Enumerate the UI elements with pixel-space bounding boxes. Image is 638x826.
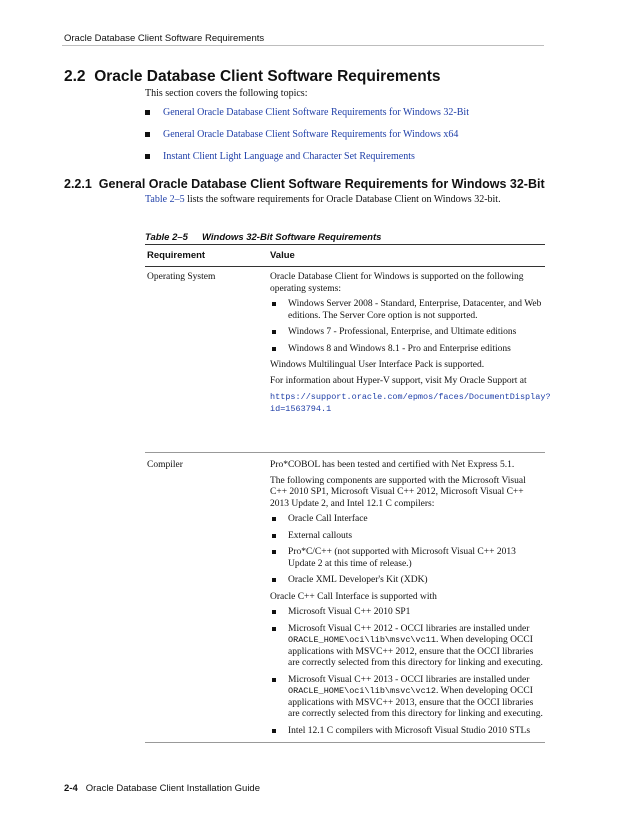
topic-item — [145, 128, 469, 150]
bullet-icon — [272, 729, 276, 733]
support-url-line1[interactable]: https://support.oracle.com/epmos/faces/DocumentDisplay? — [270, 392, 551, 402]
bullet-icon — [272, 347, 276, 351]
occi-intro: Oracle C++ Call Interface is supported with — [270, 591, 437, 602]
bullet-icon — [272, 330, 276, 334]
header-rule — [62, 45, 544, 46]
page-footer — [64, 783, 260, 794]
mui-note: Windows Multilingual User Interface Pack is supported. — [270, 360, 485, 370]
requirements-table — [145, 244, 551, 743]
row-value — [270, 272, 551, 415]
component-list — [270, 514, 545, 587]
code-path: ORACLE_HOME\oci\lib\msvc\vc12 — [288, 686, 436, 696]
table-header — [145, 244, 545, 267]
bullet-icon — [272, 550, 276, 554]
list-item-text: External callouts — [288, 530, 353, 541]
header-requirement: Requirement — [147, 250, 206, 261]
list-item — [270, 344, 545, 356]
book-title: Oracle Database Client Installation Guide — [85, 783, 260, 794]
list-item — [270, 547, 545, 570]
support-url-line2[interactable]: id=1563794.1 — [270, 404, 332, 414]
list-item-text: Windows Server 2008 - Standard, Enterprise, Datacenter, and Web editions. The Server Core option is not supported. — [288, 299, 542, 321]
topic-link-win32[interactable]: General Oracle Database Client Software Requirements for Windows 32-Bit — [163, 107, 469, 118]
list-item-text: Microsoft Visual C++ 2013 - OCCI libraries are installed under — [288, 674, 530, 685]
cobol-note: Pro*COBOL has been tested and certified with Net Express 5.1. — [270, 460, 515, 470]
list-item-text: Microsoft Visual C++ 2012 - OCCI libraries are installed under — [288, 623, 530, 634]
list-item — [270, 726, 545, 738]
table-caption-number: Table 2–5 — [145, 232, 188, 243]
page-number: 2-4 — [64, 783, 78, 794]
topic-item — [145, 150, 469, 172]
row-value — [270, 460, 545, 737]
list-item-text: . When developing OCCI applications with MSVC++ 2013, ensure that the OCCI libraries are correctly selected from this directory for linking and executing. — [288, 686, 543, 719]
subsection-heading — [64, 177, 545, 191]
section-title: Oracle Database Client Software Requirements — [94, 68, 441, 85]
list-item — [270, 327, 545, 339]
section-intro: This section covers the following topics: — [145, 88, 308, 99]
topic-link-winx64[interactable]: General Oracle Database Client Software Requirements for Windows x64 — [163, 129, 459, 140]
list-item — [270, 607, 545, 619]
table-row — [145, 272, 551, 453]
list-item-text: Oracle XML Developer's Kit (XDK) — [288, 575, 428, 585]
list-item-text: . When developing OCCI applications with MSVC++ 2012, ensure that the OCCI libraries are correctly selected from this directory for linking and executing. — [288, 635, 543, 668]
bullet-icon — [272, 517, 276, 521]
topic-link-instant-client[interactable]: Instant Client Light Language and Character Set Requirements — [163, 151, 415, 162]
list-item — [270, 575, 545, 587]
list-item — [270, 299, 545, 322]
bullet-icon — [272, 534, 276, 538]
table-reference-link[interactable]: Table 2–5 — [145, 194, 185, 205]
section-heading — [64, 68, 440, 86]
list-item — [270, 675, 545, 721]
bullet-icon — [272, 302, 276, 306]
list-item — [270, 624, 545, 670]
hyperv-note: For information about Hyper-V support, visit My Oracle Support at — [270, 375, 527, 386]
list-item-text: Microsoft Visual C++ 2010 SP1 — [288, 607, 411, 617]
bullet-icon — [145, 110, 150, 115]
subsection-number: 2.2.1 — [64, 177, 92, 191]
subsection-title: General Oracle Database Client Software Requirements for Windows 32-Bit — [98, 177, 545, 191]
bullet-icon — [145, 154, 150, 159]
section-number: 2.2 — [64, 68, 86, 85]
occi-list — [270, 607, 545, 737]
os-list — [270, 299, 545, 355]
bullet-icon — [145, 132, 150, 137]
code-path: ORACLE_HOME\oci\lib\msvc\vc11 — [288, 635, 436, 645]
os-intro: Oracle Database Client for Windows is supported on the following operating systems: — [270, 272, 524, 294]
header-value: Value — [270, 250, 295, 261]
subsection-body-text: lists the software requirements for Oracle Database Client on Windows 32-bit. — [184, 194, 501, 205]
row-requirement: Operating System — [147, 272, 216, 282]
table-caption — [145, 232, 381, 243]
list-item-text: Oracle Call Interface — [288, 514, 368, 524]
topic-item — [145, 106, 469, 128]
list-item-text: Intel 12.1 C compilers with Microsoft Visual Studio 2010 STLs — [288, 725, 531, 736]
list-item-text: Pro*C/C++ (not supported with Microsoft Visual C++ 2013 Update 2 at this time of release.) — [288, 547, 516, 569]
compiler-intro: The following components are supported with the Microsoft Visual C++ 2010 SP1, Microsoft Visual C++ 2012, Microsoft Visual C++ 2013 Update 2, and Intel 12.1 C compilers: — [270, 475, 526, 509]
list-item-text: Windows 7 - Professional, Enterprise, and Ultimate editions — [288, 327, 517, 337]
bullet-icon — [272, 578, 276, 582]
list-item — [270, 531, 545, 543]
list-item — [270, 514, 545, 526]
table-row — [145, 453, 545, 743]
bullet-icon — [272, 610, 276, 614]
subsection-body — [145, 193, 535, 206]
bullet-icon — [272, 627, 276, 631]
support-url[interactable] — [270, 391, 551, 415]
bullet-icon — [272, 678, 276, 682]
table-caption-title: Windows 32-Bit Software Requirements — [202, 232, 382, 243]
list-item-text: Windows 8 and Windows 8.1 - Pro and Enterprise editions — [288, 343, 511, 354]
topic-list — [145, 106, 469, 172]
row-requirement: Compiler — [147, 460, 183, 470]
running-head: Oracle Database Client Software Requirements — [64, 33, 265, 44]
